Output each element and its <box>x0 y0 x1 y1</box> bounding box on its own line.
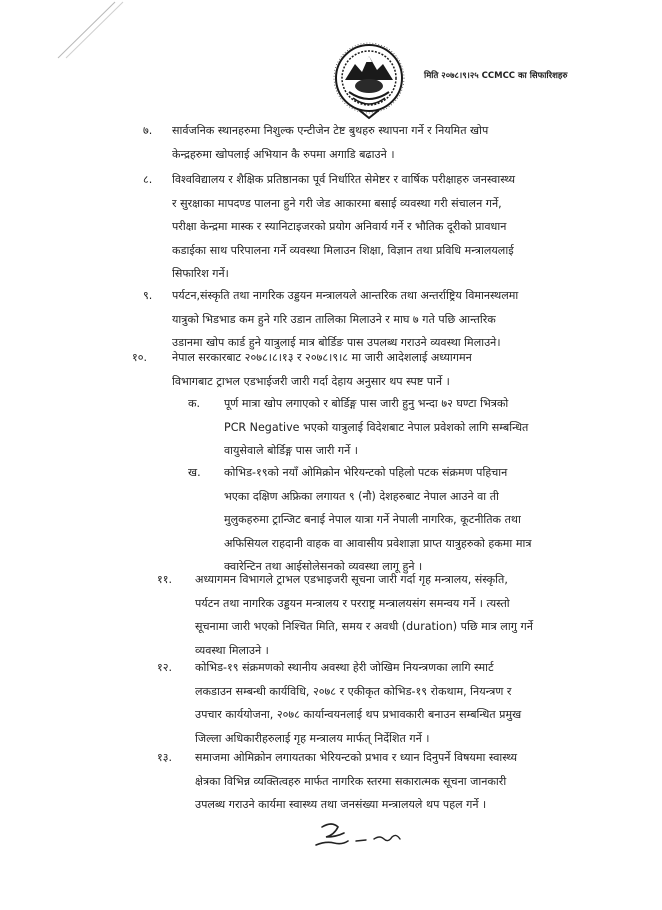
item-number: ११. <box>157 573 173 586</box>
item-line: केन्द्रहरुमा खोपलाई अभियान कै रुपमा अगाडि बढाउने । <box>172 147 395 161</box>
item-line: उडानमा खोप कार्ड हुने यात्रुलाई मात्र बोर्डिङ पास उपलब्ध गराउने व्यवस्था मिलाउने। <box>172 336 501 349</box>
scan-artifact-lines <box>0 0 140 60</box>
subitem-line: PCR Negative भएको यात्रुलाई विदेशबाट नेपाल प्रवेशको लागि सम्बन्धित <box>224 420 529 434</box>
item-line: क्षेत्रका विभिन्न व्यक्तित्वहरु मार्फत नागरिक स्तरमा सकारात्मक सूचना जानकारी <box>195 774 507 788</box>
item-line: कडाईका साथ परिपालना गर्ने व्यवस्था मिलाउन शिक्षा, विज्ञान तथा प्रविधि मन्त्रालयलाई <box>172 243 514 257</box>
subitem-label: क. <box>188 397 201 410</box>
item-line: व्यवस्था मिलाउने । <box>195 643 269 657</box>
list-item-7-text <box>172 119 615 166</box>
subitem-line: मुलुकहरुमा ट्रान्जिट बनाई नेपाल यात्रा गर्ने नेपाली नागरिक, कूटनीतिक तथा <box>224 513 521 526</box>
item-line: अध्यागमन विभागले ट्राभल एडभाइजरी सूचना जारी गर्दा गृह मन्त्रालय, संस्कृति, <box>195 573 508 586</box>
subitem-line: क्वारेन्टिन तथा आईसोलेसनको व्यवस्था लागू हुने । <box>224 560 423 573</box>
list-item-12-text <box>195 656 627 750</box>
list-item-13-text <box>195 746 627 817</box>
item-line: पर्यटन तथा नागरिक उड्डयन मन्त्रालय र परराष्ट्र मन्त्रालयसंग समन्वय गर्ने । त्यस्तो <box>195 596 510 610</box>
item-number: १०. <box>132 351 148 364</box>
item-line: विश्वविद्यालय र शैक्षिक प्रतिष्ठानका पूर्व निर्धारित सेमेष्टर र वार्षिक परीक्षाहरु जनस्वास्थ्य <box>172 173 516 186</box>
item-line: कोभिड-१९ संक्रमणको स्थानीय अवस्था हेरी जोखिम नियन्त्रणका लागि स्मार्ट <box>195 661 494 674</box>
item-line: परीक्षा केन्द्रमा मास्क र स्यानिटाइजरको प्रयोग अनिवार्य गर्ने र भौतिक दूरीको प्रावधान <box>172 220 507 233</box>
subitem-line: वायुसेवाले बोर्डिङ्ग पास जारी गर्ने । <box>224 444 359 457</box>
subitem-line: अफिसियल राहदानी वाहक वा आवासीय प्रवेशाज्ञा प्राप्त यात्रुहरुको हकमा मात्र <box>224 536 532 550</box>
item-number: ७. <box>143 124 153 137</box>
item-line: उपलब्ध गराउने कार्यमा स्वास्थ्य तथा जनसंख्या मन्त्रालयले थप पहल गर्ने । <box>195 798 487 811</box>
list-item-9-text <box>172 284 624 355</box>
item-line: सिफारिश गर्ने। <box>172 267 229 280</box>
item-line: र सुरक्षाका मापदण्ड पालना हुने गरी जेड आकारमा बसाई व्यवस्था गरी संचालन गर्ने, <box>172 196 502 210</box>
item-line: लकडाउन सम्बन्धी कार्यविधि, २०७८ र एकीकृत कोभिड-१९ रोकथाम, नियन्त्रण र <box>195 684 512 698</box>
list-item-8-text <box>172 168 622 286</box>
item-line: नेपाल सरकारबाट २०७८।८।१३ र २०७८।९।८ मा जारी आदेशलाई अध्यागमन <box>172 351 472 364</box>
item-line: विभागबाट ट्राभल एडभाईजरी जारी गर्दा देहाय अनुसार थप स्पष्ट पार्ने । <box>172 374 450 388</box>
item-line: यात्रुको भिडभाड कम हुने गरि उडान तालिका मिलाउने र माघ ७ गते पछि आन्तरिक <box>172 312 496 326</box>
subitem-line: पूर्ण मात्रा खोप लगाएको र बोर्डिङ्ग पास जारी हुनु भन्दा ७२ घण्टा भित्रको <box>224 397 509 410</box>
government-emblem-seal <box>333 40 405 122</box>
subitem-ka-text <box>224 392 624 463</box>
subitem-kha-text <box>224 461 624 579</box>
item-line: समाजमा ओमिक्रोन लगायतका भेरियन्टको प्रभाव र ध्यान दिनुपर्ने विषयमा स्वास्थ्य <box>195 751 518 764</box>
handwritten-signature <box>312 815 422 855</box>
item-number: ९. <box>143 289 153 302</box>
reference-date-header: मिति २०७८।९।२५ CCMCC का सिफारिशहरु <box>424 71 568 81</box>
item-number: १२. <box>157 661 173 674</box>
item-line: सार्वजनिक स्थानहरुमा निशुल्क एन्टीजेन टेष्ट बुथहरु स्थापना गर्ने र नियमित खोप <box>172 124 489 137</box>
subitem-line: भएका दक्षिण अफ्रिका लगायत ९ (नौ) देशहरुबाट नेपाल आउने वा ती <box>224 489 499 503</box>
item-line: पर्यटन,संस्कृति तथा नागरिक उड्डयन मन्त्रालयले आन्तरिक तथा अन्तर्राष्ट्रिय विमानस्थलमा <box>172 289 519 302</box>
item-number: ८. <box>143 173 153 186</box>
item-line: जिल्ला अधिकारीहरुलाई गृह मन्त्रालय मार्फत् निर्देशित गर्ने । <box>195 731 430 745</box>
item-number: १३. <box>157 751 173 764</box>
item-line: उपचार कार्ययोजना, २०७८ कार्यान्वयनलाई थप प्रभावकारी बनाउन सम्बन्धित प्रमुख <box>195 708 522 721</box>
item-line: सूचनामा जारी भएको निश्चित मिति, समय र अवधी (duration) पछि मात्र लागु गर्ने <box>195 620 533 633</box>
subitem-label: ख. <box>188 466 201 479</box>
list-item-11-text <box>195 568 627 662</box>
list-item-10-text <box>172 346 622 393</box>
subitem-line: कोभिड-१९को नयाँ ओमिक्रोन भेरियन्टको पहिलो पटक संक्रमण पहिचान <box>224 466 508 479</box>
